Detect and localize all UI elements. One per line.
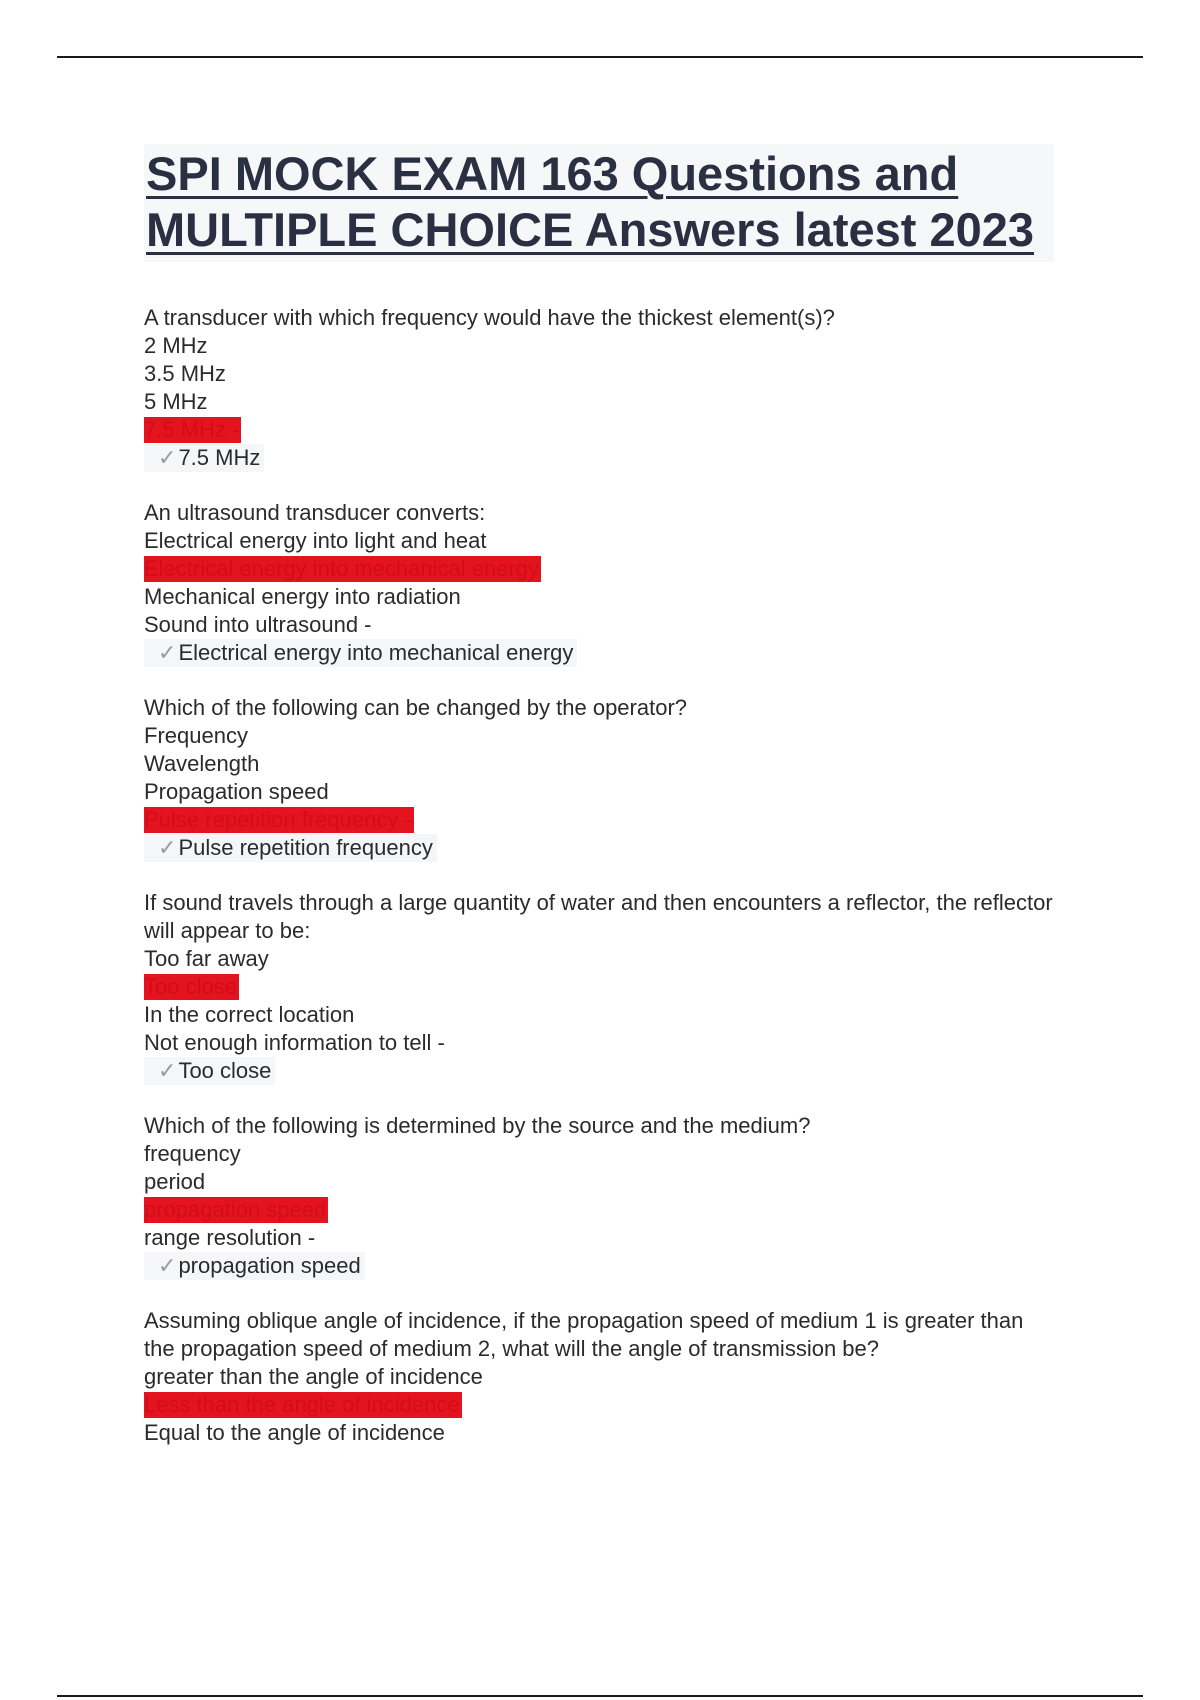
option: period <box>144 1169 206 1194</box>
option: 5 MHz <box>144 389 208 414</box>
check-icon: ✓ <box>158 835 177 860</box>
check-icon: ✓ <box>158 1058 177 1083</box>
answer-text: Electrical energy into mechanical energy <box>178 640 574 665</box>
bottom-rule <box>57 1695 1143 1697</box>
option: frequency <box>144 1141 241 1166</box>
answer-text: propagation speed <box>178 1253 361 1278</box>
option: In the correct location <box>144 1002 355 1027</box>
check-icon: ✓ <box>158 640 177 665</box>
question-text: Assuming oblique angle of incidence, if the propagation speed of medium 1 is greater than the propagation speed of medium 2, what will the angle of transmission be? <box>144 1308 1024 1361</box>
question-text: Which of the following can be changed by the operator? <box>144 695 688 720</box>
option: range resolution - <box>144 1225 316 1250</box>
check-icon: ✓ <box>158 445 177 470</box>
option: greater than the angle of incidence <box>144 1364 483 1389</box>
option: Frequency <box>144 723 248 748</box>
top-rule <box>57 56 1143 58</box>
highlighted-option: Pulse repetition frequency - <box>144 807 412 832</box>
option: 2 MHz <box>144 333 208 358</box>
option: Electrical energy into light and heat <box>144 528 487 553</box>
question-block <box>144 1112 1054 1280</box>
option: Wavelength <box>144 751 260 776</box>
answer-line <box>144 1057 275 1085</box>
answer-line <box>144 639 577 667</box>
answer-text: 7.5 MHz <box>178 445 261 470</box>
highlighted-option: Electrical energy into mechanical energy <box>144 556 539 581</box>
question-text: Which of the following is determined by the source and the medium? <box>144 1113 811 1138</box>
option: Mechanical energy into radiation <box>144 584 461 609</box>
option: Propagation speed <box>144 779 329 804</box>
question-block <box>144 499 1054 667</box>
highlighted-option: 7.5 MHz - <box>144 417 240 442</box>
title-box <box>144 144 1054 262</box>
answer-text: Pulse repetition frequency <box>178 835 433 860</box>
document-title: SPI MOCK EXAM 163 Questions and MULTIPLE CHOICE Answers latest 2023 <box>146 147 1035 256</box>
highlighted-option: Too close <box>144 974 237 999</box>
highlighted-option: Less than the angle of incidence <box>144 1392 460 1417</box>
answer-text: Too close <box>178 1058 272 1083</box>
highlighted-option: propagation speed <box>144 1197 327 1222</box>
question-text: A transducer with which frequency would have the thickest element(s)? <box>144 305 835 330</box>
answer-line <box>144 834 437 862</box>
question-block <box>144 304 1054 472</box>
option: 3.5 MHz <box>144 361 226 386</box>
option: Not enough information to tell - <box>144 1030 445 1055</box>
option: Equal to the angle of incidence <box>144 1420 445 1445</box>
document-body <box>144 144 1054 1474</box>
answer-line <box>144 444 264 472</box>
answer-line <box>144 1252 365 1280</box>
question-text: An ultrasound transducer converts: <box>144 500 486 525</box>
check-icon: ✓ <box>158 1253 177 1278</box>
question-block <box>144 889 1054 1085</box>
option: Too far away <box>144 946 269 971</box>
option: Sound into ultrasound - <box>144 612 372 637</box>
question-block <box>144 1307 1054 1447</box>
question-text: If sound travels through a large quantity of water and then encounters a reflector, the reflector will appear to be: <box>144 890 1053 943</box>
question-block <box>144 694 1054 862</box>
